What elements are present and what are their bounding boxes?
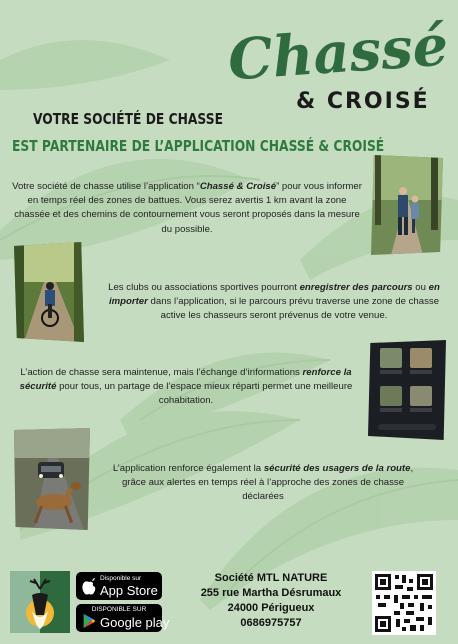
section-text: ” pour vous informer en temps réel des zones de battues. Vous serez avertis 1 km avant la zone chassée et des chemins de contournement vous seront proposés dans la mesure du possible. bbox=[14, 181, 362, 235]
brand-title: Chassé bbox=[225, 12, 451, 94]
deer-road-photo bbox=[14, 428, 90, 530]
heading-line2: EST PARTENAIRE DE L’APPLICATION CHASSÉ & CROISÉ bbox=[12, 137, 385, 155]
section-text: dans l’application, si le parcours prévu traverse une zone de chasse active les chasseurs seront prévenus de votre venue. bbox=[147, 296, 440, 322]
qr-code-icon[interactable] bbox=[372, 571, 436, 635]
app-screenshot-photo bbox=[368, 340, 446, 440]
company-city: 24000 Périgueux bbox=[227, 602, 315, 614]
section-text: , grâce aux alertes en temps réel à l’approche des zones de chasse déclarées bbox=[121, 463, 414, 503]
section-text: L’application renforce également la bbox=[112, 463, 264, 474]
section-app-info bbox=[12, 180, 362, 237]
apple-icon bbox=[81, 577, 97, 595]
cyclist-photo bbox=[14, 242, 84, 342]
app-store-button[interactable] bbox=[76, 572, 162, 600]
deer-logo-icon bbox=[10, 571, 70, 633]
section-text: L’action de chasse sera maintenue, mais l’échange d’informations bbox=[20, 367, 303, 378]
section-text: Votre société de chasse utilise l’application “ bbox=[12, 181, 200, 192]
app-store-label: App Store bbox=[100, 583, 158, 598]
app-store-small-label: Disponible sur bbox=[100, 575, 142, 582]
section-bold: enregistrer des parcours bbox=[299, 282, 413, 293]
company-address bbox=[176, 571, 366, 631]
section-bold: renforce la sécurité bbox=[19, 367, 352, 393]
section-text: Les clubs ou associations sportives pourront bbox=[108, 282, 300, 293]
company-street: 255 rue Martha Désrumaux bbox=[200, 587, 342, 599]
brand-subtitle: & CROISÉ bbox=[296, 89, 430, 114]
section-safety bbox=[12, 366, 360, 409]
section-text: pour tous, un partage de l’espace mieux réparti permet une meilleure cohabitation. bbox=[56, 381, 353, 407]
google-play-small-label: DISPONIBLE SUR bbox=[91, 606, 147, 613]
section-bold: sécurité des usagers de la route bbox=[263, 463, 411, 474]
section-bold: Chassé & Croisé bbox=[199, 181, 277, 192]
section-sport-clubs bbox=[103, 281, 445, 324]
google-play-icon bbox=[81, 613, 97, 629]
heading-line1: VOTRE SOCIÉTÉ DE CHASSE bbox=[33, 110, 224, 128]
google-play-label: Google play bbox=[100, 615, 170, 630]
company-name: Société MTL NATURE bbox=[214, 572, 328, 584]
section-text: ou bbox=[412, 282, 429, 293]
section-road-safety bbox=[108, 462, 418, 505]
google-play-button[interactable] bbox=[76, 604, 170, 632]
section-bold: en importer bbox=[108, 282, 440, 308]
company-phone: 0686975757 bbox=[240, 617, 302, 629]
hikers-photo bbox=[371, 155, 443, 255]
